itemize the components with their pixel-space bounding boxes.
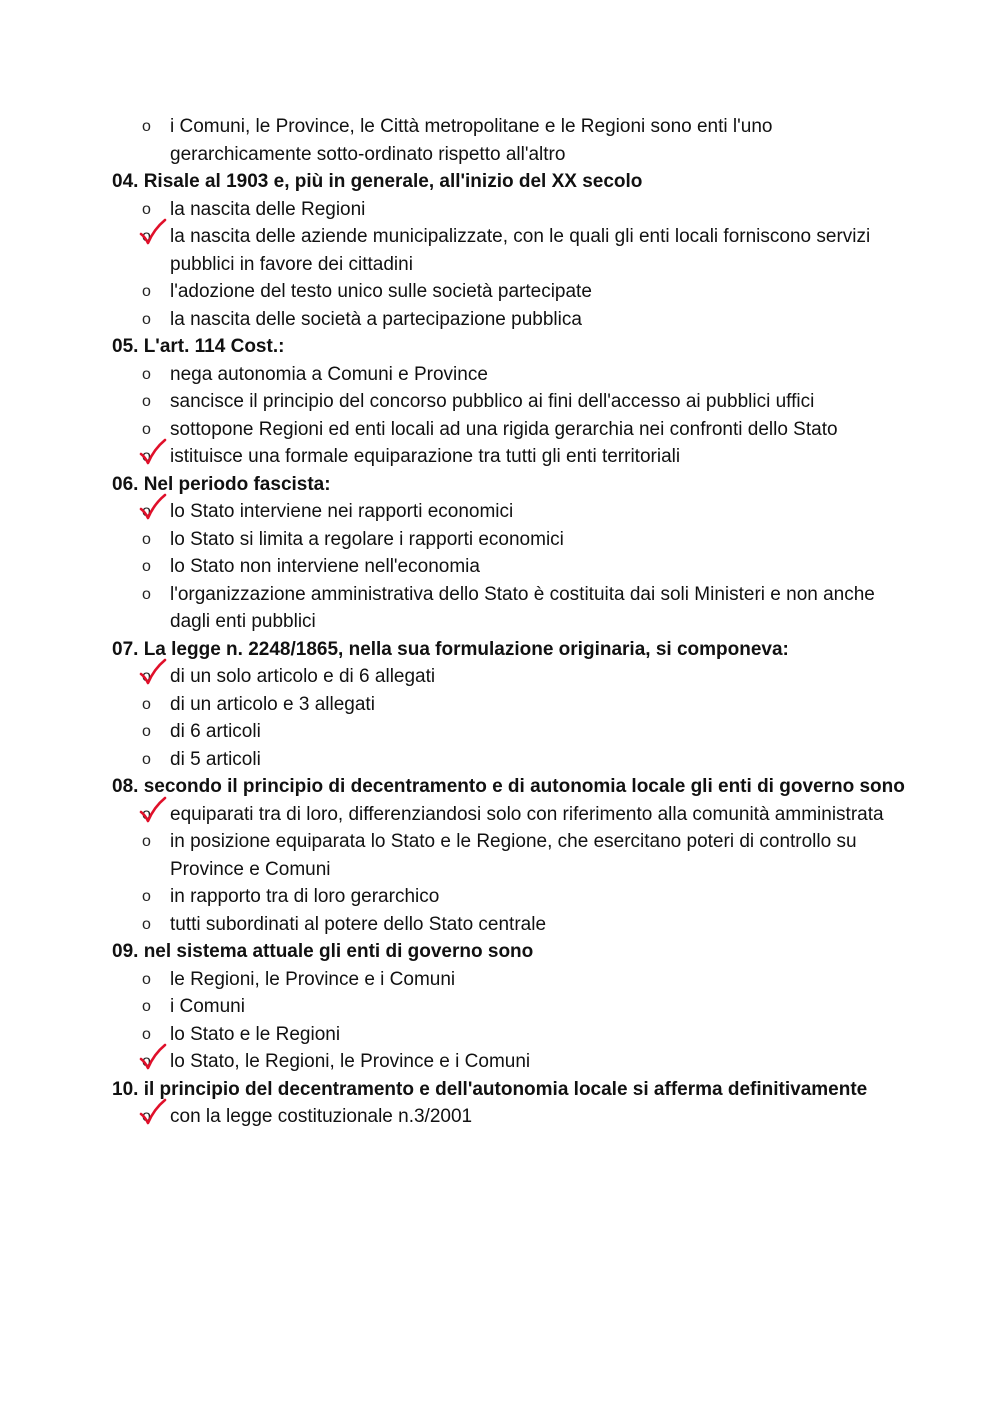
option-text: tutti subordinati al potere dello Stato centrale xyxy=(170,913,547,935)
option-text: di un solo articolo e di 6 allegati xyxy=(170,666,436,687)
bullet-icon: o xyxy=(142,310,151,328)
option-text: di un articolo e 3 allegati xyxy=(170,693,375,715)
bullet-icon: o xyxy=(142,503,151,520)
answer-option-correct xyxy=(112,498,912,526)
option-text: lo Stato si limita a regolare i rapporti economici xyxy=(170,528,564,550)
answer-option-correct xyxy=(112,663,912,691)
bullet-icon: o xyxy=(142,228,151,245)
bullet-icon: o xyxy=(142,393,151,410)
option-text: lo Stato non interviene nell'economia xyxy=(170,556,480,577)
option-text: lo Stato interviene nei rapporti economici xyxy=(170,501,514,522)
answer-option xyxy=(112,526,912,554)
answer-option xyxy=(112,581,912,636)
answer-option xyxy=(112,718,912,746)
option-text: di 6 articoli xyxy=(170,721,261,742)
bullet-icon: o xyxy=(142,668,151,685)
options-list xyxy=(112,1103,912,1131)
quiz-content xyxy=(112,113,912,1131)
checkmark-icon xyxy=(138,437,168,467)
answer-option xyxy=(112,746,912,774)
bullet-icon: o xyxy=(142,585,151,603)
question-heading: 07. La legge n. 2248/1865, nella sua formulazione originaria, si componeva: xyxy=(112,638,789,660)
option-text: l'organizzazione amministrativa dello Stato è costituita dai soli Ministeri e non anche dagli enti pubblici xyxy=(170,583,875,632)
bullet-icon: o xyxy=(142,695,151,713)
answer-option-correct xyxy=(112,801,912,829)
option-text: in rapporto tra di loro gerarchico xyxy=(170,886,440,907)
bullet-icon: o xyxy=(142,420,151,438)
option-text: di 5 articoli xyxy=(170,748,261,770)
bullet-icon: o xyxy=(142,833,151,850)
answer-option xyxy=(112,361,912,389)
options-list xyxy=(112,498,912,636)
bullet-icon: o xyxy=(142,805,151,823)
option-text: l'adozione del testo unico sulle società partecipate xyxy=(170,281,592,302)
question-heading: 10. il principio del decentramento e dell'autonomia locale si afferma definitivamente xyxy=(112,1078,868,1100)
answer-option-correct xyxy=(112,223,912,278)
checkmark-icon xyxy=(138,217,168,247)
answer-option xyxy=(112,388,912,416)
bullet-icon: o xyxy=(142,970,151,988)
option-text: sancisce il principio del concorso pubblico ai fini dell'accesso ai pubblici uffici xyxy=(170,391,815,412)
option-text: la nascita delle società a partecipazione pubblica xyxy=(170,308,582,330)
answer-option-correct xyxy=(112,443,912,471)
bullet-icon: o xyxy=(142,915,151,933)
answer-option xyxy=(112,113,912,168)
options-list xyxy=(112,361,912,471)
answer-option xyxy=(112,553,912,581)
checkmark-icon xyxy=(138,492,168,522)
question-heading: 04. Risale al 1903 e, più in generale, all'inizio del XX secolo xyxy=(112,171,643,192)
bullet-icon: o xyxy=(142,118,151,135)
bullet-icon: o xyxy=(142,1025,151,1043)
option-text: lo Stato e le Regioni xyxy=(170,1023,341,1045)
option-text: i Comuni, le Province, le Città metropolitane e le Regioni sono enti l'uno gerarchicamente sotto-ordinato rispetto all'altro xyxy=(170,116,773,165)
answer-option xyxy=(112,306,912,334)
bullet-icon: o xyxy=(142,888,151,905)
option-text: con la legge costituzionale n.3/2001 xyxy=(170,1106,473,1127)
option-text: in posizione equiparata lo Stato e le Regione, che esercitano poteri di controllo su Province e Comuni xyxy=(170,831,857,880)
question-heading: 05. L'art. 114 Cost.: xyxy=(112,336,285,357)
bullet-icon: o xyxy=(142,1053,151,1070)
bullet-icon: o xyxy=(142,448,151,465)
answer-option xyxy=(112,828,912,883)
option-text: la nascita delle Regioni xyxy=(170,198,366,220)
answer-option xyxy=(112,416,912,444)
checkmark-icon xyxy=(138,1097,168,1127)
bullet-icon: o xyxy=(142,558,151,575)
answer-option xyxy=(112,883,912,911)
option-text: i Comuni xyxy=(170,996,245,1017)
bullet-icon: o xyxy=(142,283,151,300)
answer-option xyxy=(112,911,912,939)
option-text: la nascita delle aziende municipalizzate, con le quali gli enti locali forniscono servizi pubblici in favore dei cittadini xyxy=(170,226,871,275)
options-list xyxy=(112,966,912,1076)
answer-option xyxy=(112,278,912,306)
options-list xyxy=(112,196,912,334)
option-text: lo Stato, le Regioni, le Province e i Comuni xyxy=(170,1051,531,1072)
options-list xyxy=(112,801,912,939)
question-heading: 09. nel sistema attuale gli enti di governo sono xyxy=(112,941,534,962)
checkmark-icon xyxy=(138,795,168,825)
answer-option xyxy=(112,691,912,719)
option-text: istituisce una formale equiparazione tra tutti gli enti territoriali xyxy=(170,446,681,467)
option-text: sottopone Regioni ed enti locali ad una rigida gerarchia nei confronti dello Stato xyxy=(170,418,838,440)
answer-option-correct xyxy=(112,1048,912,1076)
bullet-icon: o xyxy=(142,200,151,218)
bullet-icon: o xyxy=(142,530,151,548)
bullet-icon: o xyxy=(142,998,151,1015)
bullet-icon: o xyxy=(142,750,151,768)
answer-option xyxy=(112,966,912,994)
answer-option xyxy=(112,1021,912,1049)
answer-option-correct xyxy=(112,1103,912,1131)
bullet-icon: o xyxy=(142,365,151,383)
checkmark-icon xyxy=(138,657,168,687)
checkmark-icon xyxy=(138,1042,168,1072)
question-heading: 06. Nel periodo fascista: xyxy=(112,473,331,495)
question-heading: 08. secondo il principio di decentramento e di autonomia locale gli enti di governo sono xyxy=(112,776,905,797)
bullet-icon: o xyxy=(142,1108,151,1125)
answer-option xyxy=(112,196,912,224)
bullet-icon: o xyxy=(142,723,151,740)
option-text: nega autonomia a Comuni e Province xyxy=(170,363,488,385)
answer-option xyxy=(112,993,912,1021)
options-list xyxy=(112,663,912,773)
option-text: equiparati tra di loro, differenziandosi solo con riferimento alla comunità amministrata xyxy=(170,803,884,825)
option-text: le Regioni, le Province e i Comuni xyxy=(170,968,456,990)
